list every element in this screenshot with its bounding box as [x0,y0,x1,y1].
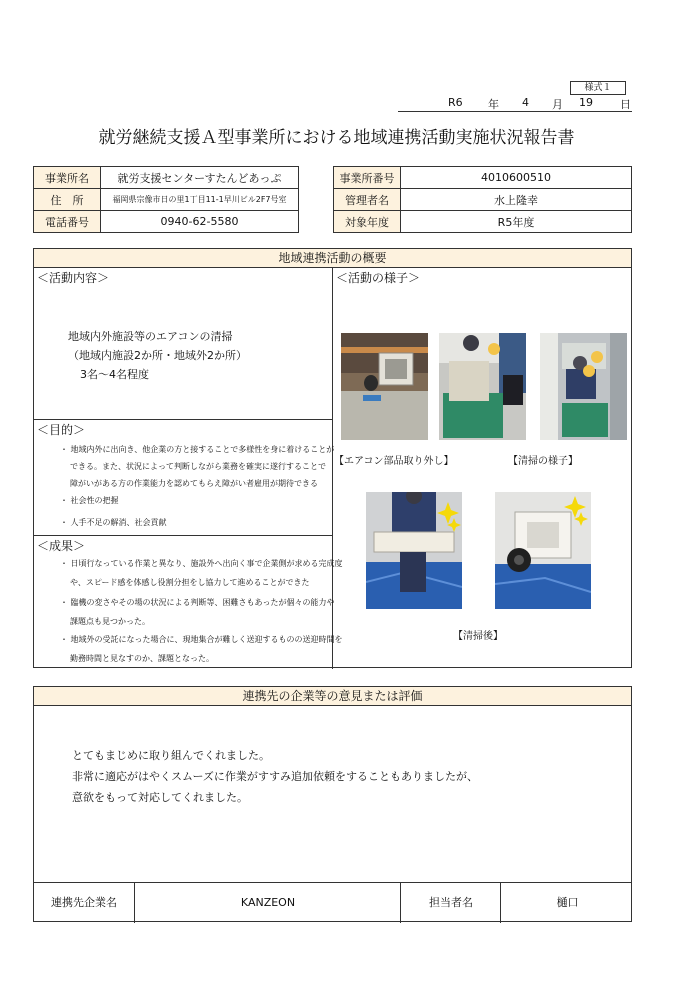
purpose-label: ＜目的＞ [37,423,86,437]
date-day-label: 日 [620,98,631,111]
address-label: 住 所 [34,189,101,211]
document-title: 就労継続支援Ａ型事業所における地域連携活動実施状況報告書 [98,128,575,148]
activity-line-2: （地域内施設2か所・地域外2か所） [68,349,247,362]
results-line-4: 課題点も見つかった。 [70,617,150,626]
results-line-3: ・ 臨機の変さやその場の状況による判断等、困難さもあったが個々の能力や [60,598,335,607]
overview-heading: 地域連携活動の概要 [34,249,631,268]
form-number: 様式１ [570,81,626,95]
date-month-label: 月 [552,98,563,111]
photo-cleaning-2 [540,333,627,440]
results-line-6: 勤務時間と見なすのか、課題となった。 [70,654,214,663]
purpose-line-3: 障がいがある方の作業能力を認めてもらえ障がい者雇用が期待できる [70,479,318,488]
phone: 0940-62-5580 [101,211,299,233]
evaluation-line-1: とてもまじめに取り組んでくれました。 [72,749,270,762]
target-year-label: 対象年度 [334,211,401,233]
activity-label: ＜活動内容＞ [37,271,110,285]
photo-cleaning-1 [439,333,526,440]
manager-label: 管理者名 [334,189,401,211]
date-month: 4 [522,96,529,109]
results-line-2: や、スピード感を体感し役割分担をし協力して進めることができた [70,578,310,587]
report-date [398,94,632,112]
person-label: 担当者名 [400,883,501,923]
purpose-line-2: できる。また、状況によって判断しながら業務を確実に遂行することで [70,462,326,471]
evaluation-footer [34,882,631,923]
caption-cleaning: 【清掃の様子】 [508,456,578,467]
manager-name: 水上隆幸 [401,189,632,211]
person-name: 樋口 [500,883,634,923]
results-line-1: ・ 日頃行なっている作業と異なり、施設外へ出向く事で企業側が求める完成度 [60,559,343,568]
scene-label: ＜活動の様子＞ [336,271,421,285]
evaluation-text [72,745,478,808]
office-info-left [33,166,299,233]
office-name: 就労支援センターすたんどあっぷ [101,167,299,189]
date-day: 19 [579,96,593,109]
photo-after-cleaning-1 [366,492,462,609]
purpose-line-4: ・ 社会性の把握 [60,496,119,505]
photo-part-removal [341,333,428,440]
office-number: 4010600510 [401,167,632,189]
caption-part-removal: 【エアコン部品取り外し】 [334,456,454,467]
address: 福岡県宗像市日の里1丁目11-1早川ビル2F7号室 [101,189,299,211]
phone-label: 電話番号 [34,211,101,233]
activity-line-1: 地域内外施設等のエアコンの清掃 [68,330,233,343]
purpose-line-5: ・ 人手不足の解消、社会貢献 [60,518,167,527]
office-name-label: 事業所名 [34,167,101,189]
partner-evaluation [33,686,632,922]
company-label: 連携先企業名 [51,896,117,909]
activity-overview [33,248,632,668]
company-name: KANZEON [134,883,401,923]
evaluation-heading: 連携先の企業等の意見または評価 [34,687,631,706]
target-year: R5年度 [401,211,632,233]
office-number-label: 事業所番号 [334,167,401,189]
results-label: ＜成果＞ [37,539,86,553]
office-info-right [333,166,632,233]
evaluation-line-2: 非常に適応がはやくスムーズに作業がすすみ追加依頼をすることもありましたが、 [72,770,479,783]
activity-line-3: 3名～4名程度 [80,368,149,381]
date-year-label: 年 [488,98,499,111]
evaluation-line-3: 意欲をもって対応してくれました。 [72,791,248,804]
photo-after-cleaning-2 [495,492,591,609]
date-era: R6 [448,96,463,109]
caption-after-cleaning: 【清掃後】 [453,631,503,642]
purpose-line-1: ・ 地域内外に出向き、他企業の方と接することで多様性を身に着けることが [60,445,335,454]
results-line-5: ・ 地域外の受託になった場合に、現地集合が難しく送迎するものの送迎時間を [60,635,343,644]
